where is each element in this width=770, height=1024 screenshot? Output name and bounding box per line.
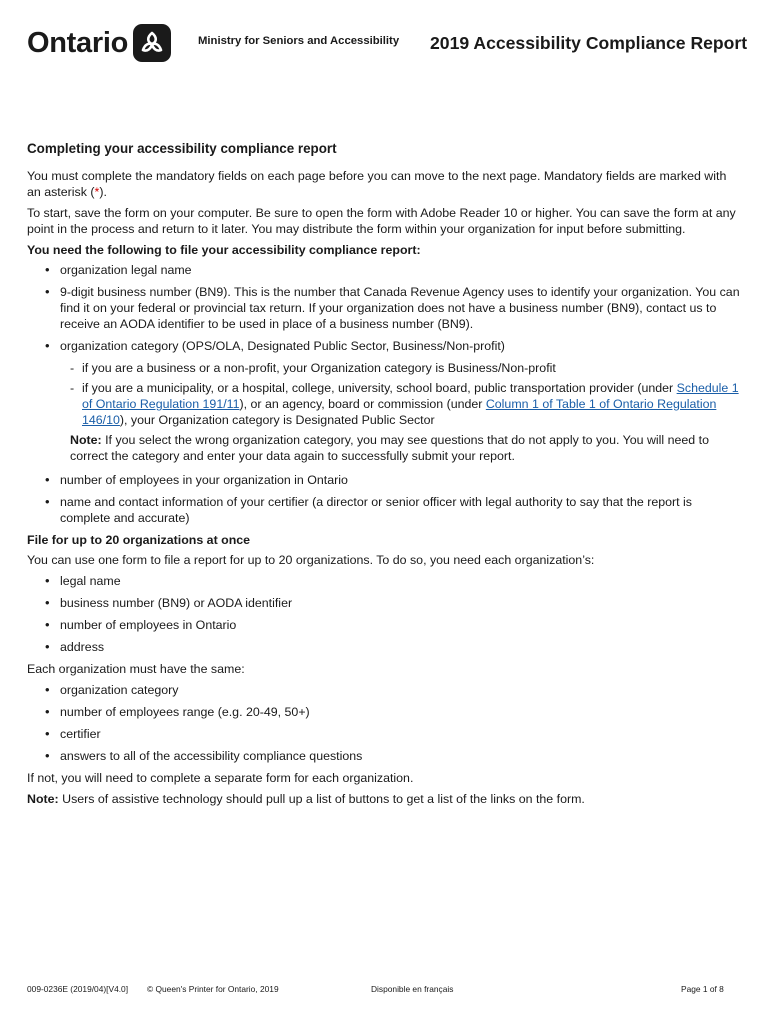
- same-intro: Each organization must have the same:: [27, 662, 245, 676]
- if-not-text: If not, you will need to complete a separate form for each organization.: [27, 771, 414, 785]
- form-number: 009-0236E (2019/04)[V4.0]: [27, 984, 129, 994]
- table-1-link[interactable]: Column 1 of Table 1 of Ontario Regulation 146/10: [82, 397, 717, 427]
- note-text: Users of assistive technology should pull up a list of buttons to get a list of the links on the form.: [58, 792, 585, 806]
- list-item: • name and contact information of your certifier (a director or senior officer with legal authority to say that the report is complete and accurate): [27, 494, 743, 526]
- need-heading: You need the following to file your accessibility compliance report:: [27, 243, 421, 257]
- assistive-note: [27, 791, 743, 807]
- page-footer: [0, 983, 770, 997]
- same-list: [27, 682, 743, 764]
- sublist-item: - if you are a business or a non-profit, your Organization category is Business/Non-profit: [60, 360, 743, 376]
- note-label: Note:: [70, 433, 102, 447]
- main-content: [27, 140, 743, 812]
- sublist-text: ), your Organization category is Designated Public Sector: [119, 413, 435, 427]
- need-list: [27, 262, 743, 526]
- page-header: [0, 0, 770, 80]
- list-item: • legal name: [27, 573, 743, 589]
- list-item-category: [27, 338, 743, 464]
- intro-mandatory-text: You must complete the mandatory fields on each page before you can move to the next page. Mandatory fields are marked with an asterisk (: [27, 169, 727, 199]
- category-text: organization category (OPS/OLA, Designated Public Sector, Business/Non-profit): [60, 339, 505, 353]
- category-sublist: [60, 360, 743, 428]
- sublist-text: ), or an agency, board or commission (under: [239, 397, 486, 411]
- list-item: • organization legal name: [27, 262, 743, 278]
- category-note: [60, 432, 743, 464]
- list-item: • number of employees range (e.g. 20-49, 50+): [27, 704, 743, 720]
- logo-wordmark: Ontario: [27, 27, 129, 59]
- list-item: • organization category: [27, 682, 743, 698]
- list-item: • answers to all of the accessibility compliance questions: [27, 748, 743, 764]
- file-list: [27, 573, 743, 655]
- list-item: • 9-digit business number (BN9). This is the number that Canada Revenue Agency uses to identify your organization. You can find it on your federal or provincial tax return. If your organization does not have a business number (BN9), contact us to receive an AODA identifier to be used in place of a business number (BN9).: [27, 284, 743, 332]
- list-item: • certifier: [27, 726, 743, 742]
- sublist-item: [60, 380, 743, 428]
- report-title: 2019 Accessibility Compliance Report: [430, 33, 748, 53]
- french-availability: Disponible en français: [371, 984, 454, 994]
- page-heading: Completing your accessibility compliance report: [27, 141, 337, 156]
- page-number: Page 1 of 8: [681, 984, 724, 994]
- trillium-icon: [133, 24, 171, 62]
- intro-save: To start, save the form on your computer. Be sure to open the form with Adobe Reader 10 or higher. You can save the form at any point in the process and return to it later. You may distribute the form within your organization for input before submitting.: [27, 206, 736, 236]
- schedule-1-link[interactable]: Schedule 1 of Ontario Regulation 191/11: [82, 381, 739, 411]
- sublist-text: if you are a municipality, or a hospital, college, university, school board, public transportation provider (under: [82, 381, 677, 395]
- note-text: If you select the wrong organization category, you may see questions that do not apply to you. You will need to correct the category and enter your data again to successfully submit your report.: [70, 433, 709, 463]
- required-asterisk: *: [94, 185, 100, 199]
- list-item: • business number (BN9) or AODA identifier: [27, 595, 743, 611]
- ontario-logo: [27, 24, 171, 62]
- list-item: • number of employees in Ontario: [27, 617, 743, 633]
- note-label: Note:: [27, 792, 59, 806]
- intro-mandatory: [27, 168, 743, 200]
- list-item: • number of employees in your organization in Ontario: [27, 472, 743, 488]
- intro-mandatory-end: ).: [99, 185, 107, 199]
- list-item: • address: [27, 639, 743, 655]
- copyright: © Queen's Printer for Ontario, 2019: [147, 984, 279, 994]
- file-heading: File for up to 20 organizations at once: [27, 533, 251, 547]
- file-intro: You can use one form to file a report for up to 20 organizations. To do so, you need each organization’s:: [27, 553, 595, 567]
- ministry-name: Ministry for Seniors and Accessibility: [198, 35, 400, 47]
